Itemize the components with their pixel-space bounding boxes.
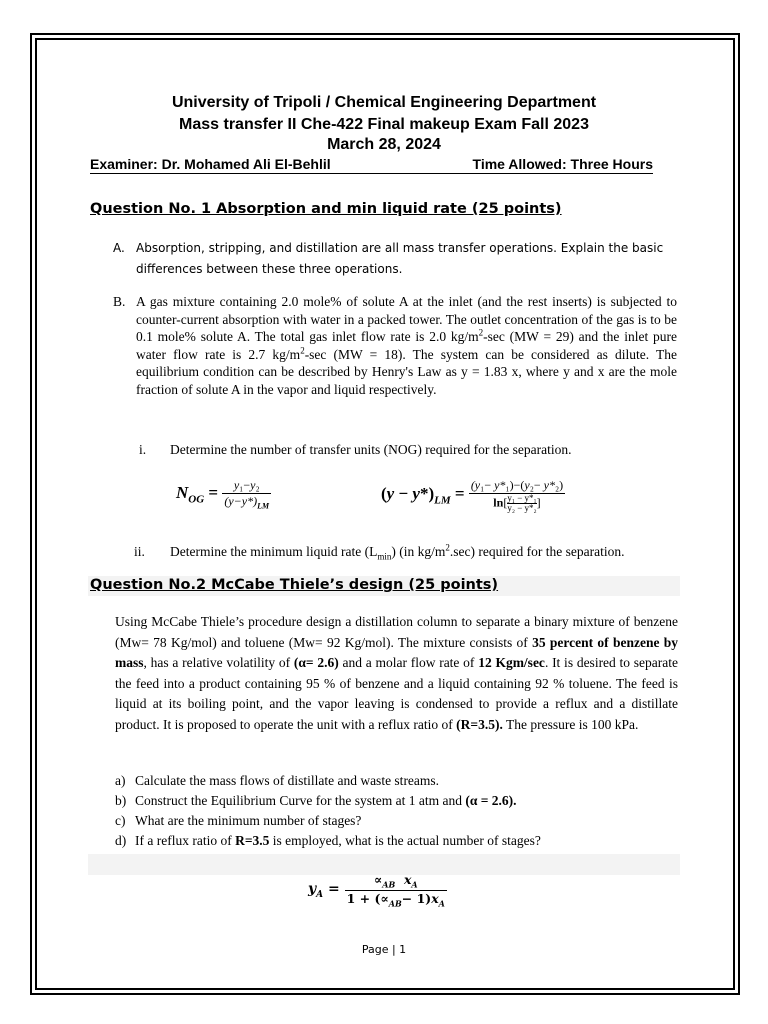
question-2-title: Question No.2 McCabe Thiele’s design (25 points)	[90, 577, 499, 593]
q1-sub-i-label: i.	[139, 442, 147, 457]
exam-date: March 28, 2024	[327, 136, 441, 153]
q1-sub-ii-label: ii.	[134, 544, 145, 559]
q1-sub-i-text: Determine the number of transfer units (NOG) required for the separation.	[170, 442, 572, 457]
course-title: Mass transfer II Che-422 Final makeup Exam Fall 2023	[179, 116, 589, 133]
question-1-title: Question No. 1 Absorption and min liquid rate (25 points)	[90, 201, 562, 217]
q2-paragraph: Using McCabe Thiele’s procedure design a distillation column to separate a binary mixture of benzene (Mw= 78 Kg/mol) and toluene (Mw= 92 Kg/mol). The mixture consists of 35 percent of benzene by mass, has a relative volatility of (α= 2.6) and a molar flow rate of 12 Kgm/sec. It is desired to separate the feed into a product containing 95 % of benzene and a liquid containing 92 % toluene. The feed is liquid at its boiling point, and the vapor leaving is condensed to provide a reflux and a distillate product. It is proposed to operate the unit with a reflux ratio of (R=3.5). The pressure is 100 kPa.	[115, 614, 679, 732]
examiner-name: Examiner: Dr. Mohamed Ali El-Behlil	[90, 156, 331, 172]
page-number: Page | 1	[361, 943, 407, 956]
q1-part-b-label: B.	[113, 294, 126, 309]
q2-item-d: d) If a reflux ratio of R=3.5 is employed, what is the actual number of stages?	[115, 833, 541, 848]
q2-item-a: a) Calculate the mass flows of distillate and waste streams.	[115, 773, 440, 788]
university-title: University of Tripoli / Chemical Engineering Department	[171, 94, 597, 111]
q1-part-b-text: A gas mixture containing 2.0 mole% of solute A at the inlet (and the rest inserts) is subjected to counter-current absorption with water in a packed tower. The outlet concentration of the gas is to be 0.1 mole% solute A. The total gas inlet flow rate is 2.0 $kg/m^2-\sec$ (MW = 29) and the inlet pure water flow rate is 2.7 $kg/m^2-\sec$ (MW = 18). The system can be considered as dilute. The equilibrium condition can be described by Henry's Law as y = 1.83 x, where y and x are the mole fraction of solute A in the vapor and liquid respectively.	[136, 294, 677, 397]
formula-equilibrium: $y_A$ = $\frac{\propto_{AB} x_A}{1 + (\propto_{AB}- 1)x_A}$	[308, 872, 445, 908]
formula-log-mean: $(y - y*)_{LM}$ = (y₁− y*₁)−(y₂− y*₂) ln[ $\frac{\text{y₁ − y*₁}}{\text{y₂ − y*₂}}$ ]	[381, 478, 564, 513]
q2-item-c: c) What are the minimum number of stages?	[115, 813, 362, 828]
formula-nog: $N_{OG}$ = $\frac{\text{y₁−y₂}}{(y-y*)_{LM}}$	[176, 478, 270, 511]
q1-part-a-label: A.	[113, 241, 125, 255]
q1-part-a-text: Absorption, stripping, and distillation are all mass transfer operations. Explain the basic differences between these three operations.	[136, 241, 664, 276]
examiner-line	[90, 156, 653, 174]
time-allowed: Time Allowed: Three Hours	[472, 156, 653, 172]
q1-sub-ii-text: Determine the minimum liquid rate $(L_{min})$ (in $kg/m^2.\sec$) required for the separation.	[170, 542, 625, 562]
q2-item-b: b) Construct the Equilibrium Curve for the system at 1 atm and (α = 2.6).	[115, 793, 517, 808]
